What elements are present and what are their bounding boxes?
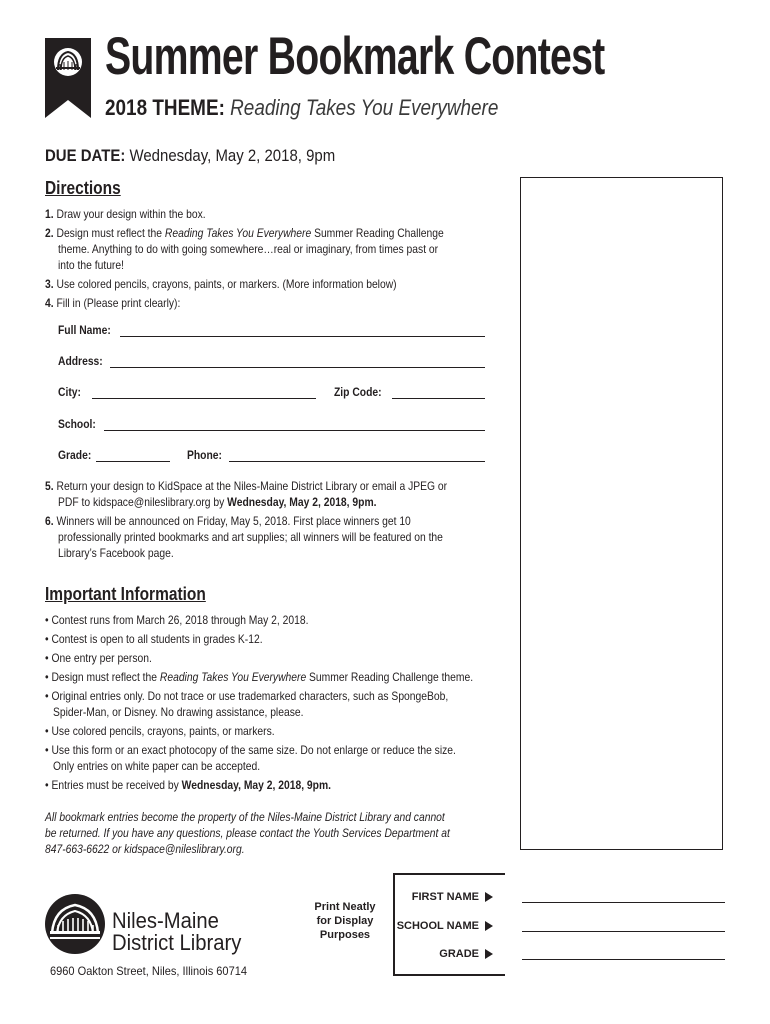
- info-bullet-2: • Contest is open to all students in grades K-12.: [45, 632, 263, 646]
- theme-line: [105, 95, 498, 121]
- address-field[interactable]: [110, 367, 485, 368]
- info-bullet-8: • Entries must be received by Wednesday, May 2, 2018, 9pm.: [45, 778, 332, 792]
- grade-tag: GRADE: [439, 948, 479, 960]
- grade-label: Grade:: [58, 448, 92, 462]
- important-heading: Important Information: [45, 584, 206, 604]
- library-logo-icon: [44, 893, 106, 955]
- school-name-tag: SCHOOL NAME: [396, 920, 479, 932]
- note-line-3: 847-663-6622 or kidspace@nileslibrary.org.: [45, 842, 245, 856]
- phone-field[interactable]: [229, 461, 485, 462]
- theme-value: Reading Takes You Everywhere: [230, 95, 499, 120]
- full-name-label: Full Name:: [58, 323, 111, 337]
- arrow-right-icon: [485, 949, 493, 959]
- bookmark-ribbon-icon: [45, 38, 91, 118]
- direction-step-1: 1. Draw your design within the box.: [45, 207, 206, 221]
- bookmark-drawing-box[interactable]: [520, 177, 723, 850]
- full-name-field[interactable]: [120, 336, 485, 337]
- direction-step-2-line2: theme. Anything to do with going somewhere…real or imaginary, from times past or: [58, 242, 439, 256]
- direction-step-2-line3: into the future!: [58, 258, 124, 272]
- info-bullet-3: • One entry per person.: [45, 651, 152, 665]
- arrow-right-icon: [485, 921, 493, 931]
- first-name-row: [412, 891, 493, 903]
- direction-step-4: 4. Fill in (Please print clearly):: [45, 296, 181, 310]
- page-title: Summer Bookmark Contest: [105, 27, 605, 86]
- school-label: School:: [58, 417, 96, 431]
- direction-step-6-line2: professionally printed bookmarks and art supplies; all winners will be featured on the: [58, 530, 443, 544]
- info-bullet-5-line2: Spider-Man, or Disney. No drawing assistance, please.: [53, 705, 304, 719]
- info-bullet-7: • Use this form or an exact photocopy of the same size. Do not enlarge or reduce the size.: [45, 743, 456, 757]
- theme-label: 2018 THEME:: [105, 95, 225, 120]
- due-date: [45, 146, 335, 166]
- direction-step-5: 5. Return your design to KidSpace at the Niles-Maine District Library or email a JPEG or: [45, 479, 448, 493]
- bookmark-label-box: [393, 873, 505, 976]
- library-name-line2: District Library: [112, 930, 242, 955]
- due-date-label: DUE DATE:: [45, 146, 126, 165]
- school-name-line[interactable]: [522, 931, 725, 932]
- grade-line[interactable]: [522, 959, 725, 960]
- info-bullet-5: • Original entries only. Do not trace or use trademarked characters, such as SpongeBob,: [45, 689, 449, 703]
- phone-label: Phone:: [187, 448, 222, 462]
- address-label: Address:: [58, 354, 103, 368]
- library-name: [112, 910, 241, 954]
- grade-row: [439, 948, 493, 960]
- direction-step-5-line2: PDF to kidspace@nileslibrary.org by Wednesday, May 2, 2018, 9pm.: [58, 495, 377, 509]
- info-bullet-7-line2: Only entries on white paper can be accepted.: [53, 759, 261, 773]
- zip-label: Zip Code:: [334, 385, 382, 399]
- print-neatly-note: Print Neatly for Display Purposes: [314, 901, 376, 941]
- directions-heading: Directions: [45, 178, 121, 198]
- first-name-tag: FIRST NAME: [411, 891, 479, 903]
- direction-step-6-line3: Library’s Facebook page.: [58, 546, 174, 560]
- school-name-row: [397, 920, 493, 932]
- note-line-1: All bookmark entries become the property of the Niles-Maine District Library and cannot: [45, 810, 445, 824]
- city-field[interactable]: [92, 398, 316, 399]
- library-address: 6960 Oakton Street, Niles, Illinois 60714: [50, 964, 247, 978]
- library-name-line1: Niles-Maine: [112, 908, 219, 933]
- info-bullet-4: • Design must reflect the Reading Takes You Everywhere Summer Reading Challenge theme.: [45, 670, 474, 684]
- school-field[interactable]: [104, 430, 485, 431]
- first-name-line[interactable]: [522, 902, 725, 903]
- zip-field[interactable]: [392, 398, 485, 399]
- due-date-value: Wednesday, May 2, 2018, 9pm: [129, 146, 336, 165]
- direction-step-3: 3. Use colored pencils, crayons, paints, or markers. (More information below): [45, 277, 397, 291]
- note-line-2: be returned. If you have any questions, please contact the Youth Services Department at: [45, 826, 450, 840]
- city-label: City:: [58, 385, 81, 399]
- info-bullet-1: • Contest runs from March 26, 2018 through May 2, 2018.: [45, 613, 309, 627]
- grade-field[interactable]: [96, 461, 170, 462]
- direction-step-2: 2. Design must reflect the Reading Takes You Everywhere Summer Reading Challenge: [45, 226, 444, 240]
- info-bullet-6: • Use colored pencils, crayons, paints, or markers.: [45, 724, 275, 738]
- arrow-right-icon: [485, 892, 493, 902]
- direction-step-6: 6. Winners will be announced on Friday, May 5, 2018. First place winners get 10: [45, 514, 411, 528]
